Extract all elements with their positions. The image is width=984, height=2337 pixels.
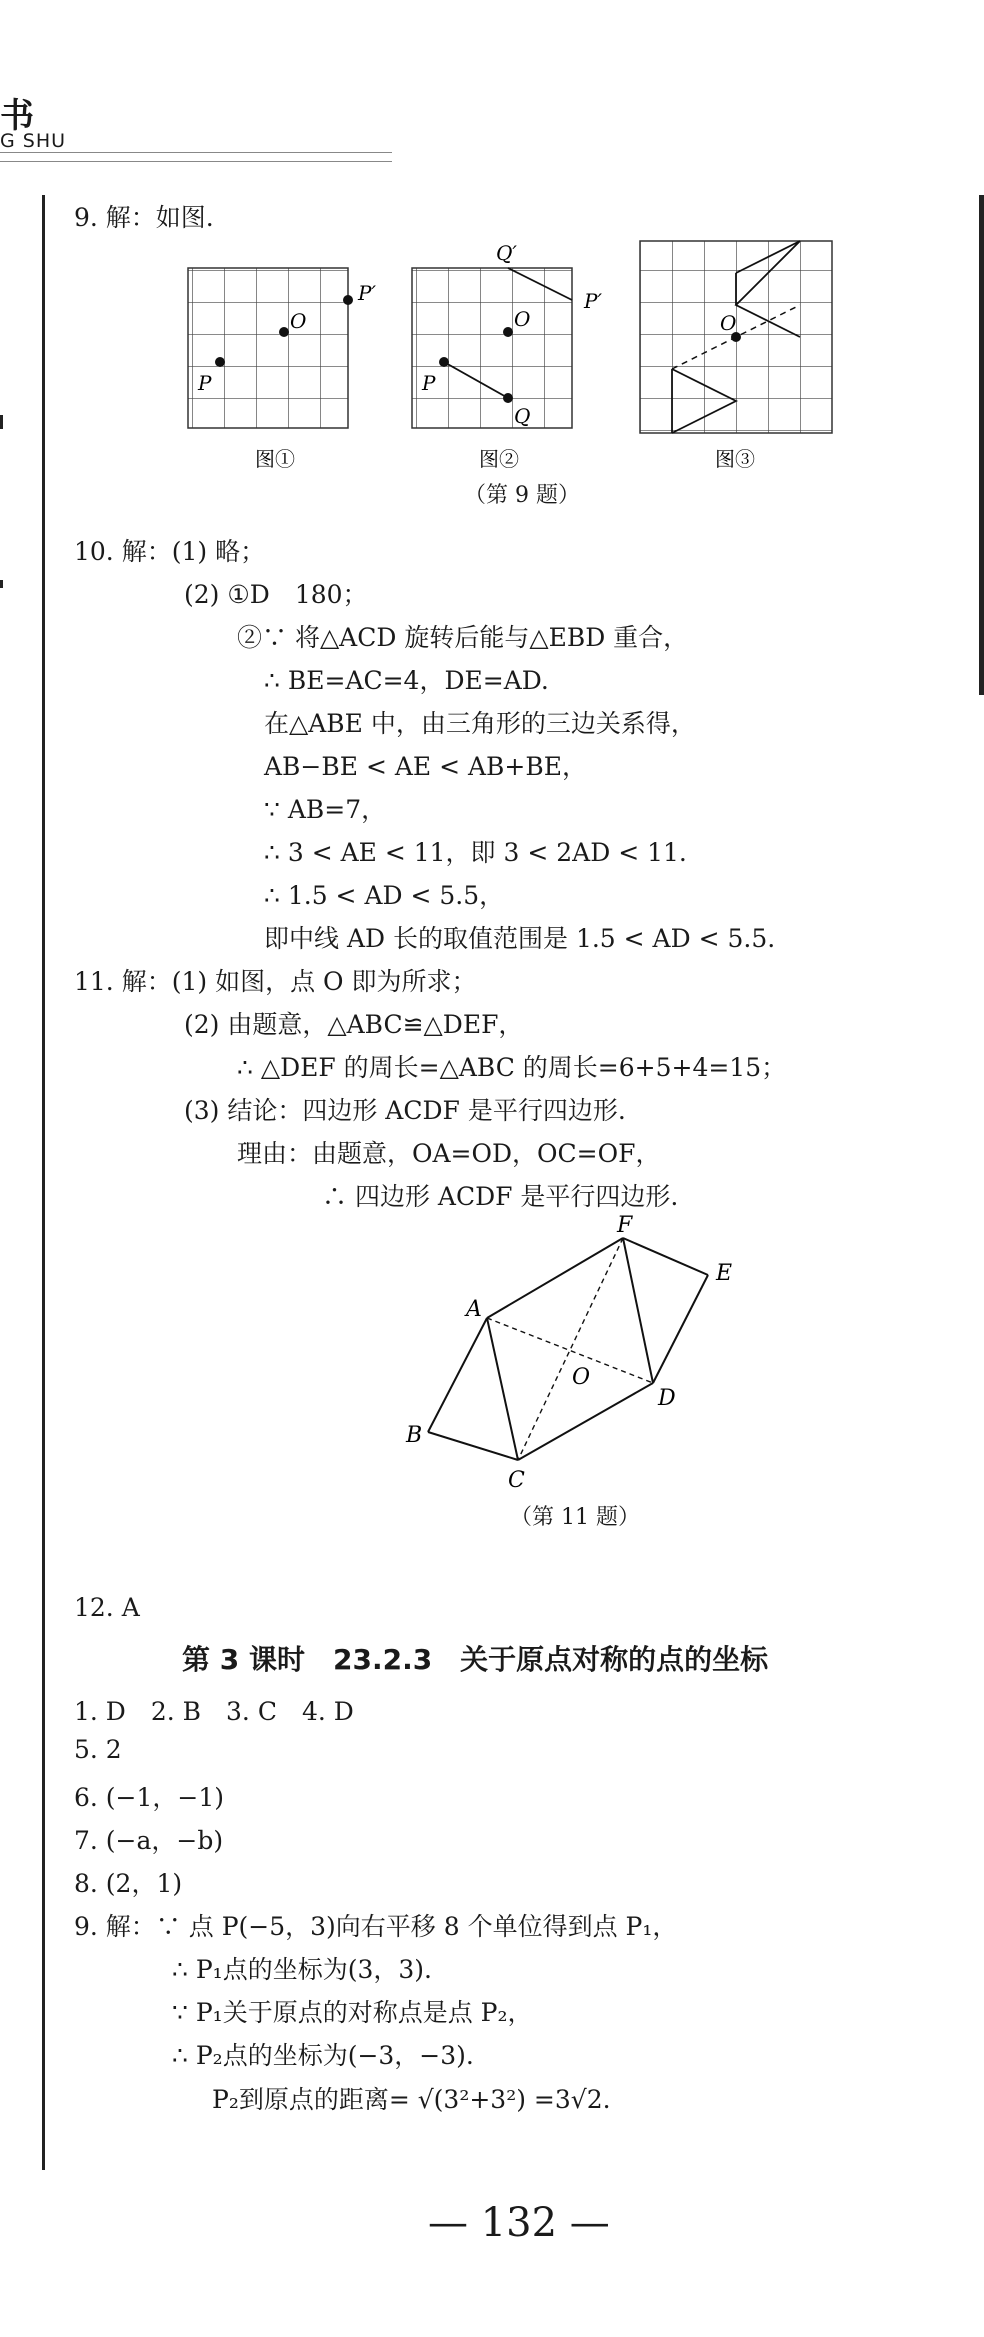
point-p-prime — [343, 295, 353, 305]
label-o: O — [572, 1365, 591, 1390]
label-q: Q — [514, 404, 531, 428]
q11-line-5: 理由：由题意，OA=OD，OC=OF， — [237, 1139, 661, 1168]
q10-line-8: ∴ 3 < AE < 11，即 3 < 2AD < 11. — [264, 838, 687, 867]
q10-line-7: ∵ AB=7， — [264, 795, 387, 824]
q9b-line-1: 9. 解：∵ 点 P(−5，3)向右平移 8 个单位得到点 P₁， — [74, 1912, 678, 1941]
answers-line-2: 5. 2 — [74, 1735, 122, 1764]
header-subtitle: G SHU — [0, 130, 67, 152]
label-p-prime: P′ — [584, 289, 602, 313]
q9b-line-2: ∴ P₁点的坐标为(3，3). — [172, 1955, 432, 1984]
q9b-line-5: P₂到原点的距离= √(3²+3²) =3√2. — [212, 2085, 611, 2114]
q10-line-3: ②∵ 将△ACD 旋转后能与△EBD 重合， — [237, 623, 689, 652]
grid-figure-3 — [640, 241, 832, 471]
q10-line-6: AB−BE < AE < AB+BE， — [264, 752, 587, 781]
margin-mark — [0, 580, 3, 588]
q10-line-4: ∴ BE=AC=4，DE=AD. — [264, 666, 549, 695]
q10-line-10: 即中线 AD 长的取值范围是 1.5 < AD < 5.5. — [264, 924, 776, 953]
answers-line-1: 1. D 2. B 3. C 4. D — [74, 1697, 354, 1726]
header-rule — [0, 152, 392, 162]
margin-mark — [0, 415, 3, 429]
label-p: P — [198, 371, 212, 395]
q11-caption: （第 11 题） — [510, 1505, 640, 1530]
fig-caption-2: 图② — [479, 447, 519, 471]
q10-line-2: (2) ①D 180； — [184, 580, 368, 609]
label-b: B — [406, 1423, 423, 1448]
label-p: P — [422, 371, 436, 395]
q9-label: 9. 解：如图. — [74, 203, 214, 232]
q9b-line-3: ∵ P₁关于原点的对称点是点 P₂， — [172, 1998, 533, 2027]
label-q-prime: Q′ — [496, 241, 517, 265]
q11-line-6: ∴ 四边形 ACDF 是平行四边形. — [322, 1182, 679, 1211]
answers-line-4: 7. (−a，−b) — [74, 1826, 224, 1855]
margin-rule — [42, 195, 45, 2170]
grid-figure-1 — [188, 268, 376, 471]
header-logo: 书 — [0, 96, 34, 136]
label-o: O — [720, 311, 737, 335]
q11-figure — [390, 1210, 750, 1500]
label-a: A — [466, 1297, 482, 1322]
answers-line-3: 6. (−1，−1) — [74, 1783, 225, 1812]
q9-caption: （第 9 题） — [464, 483, 580, 508]
section-title: 第 3 课时 23.2.3 关于原点对称的点的坐标 — [182, 1643, 769, 1676]
q11-line-3: ∴ △DEF 的周长=△ABC 的周长=6+5+4=15； — [237, 1053, 787, 1082]
label-p-prime: P′ — [358, 281, 376, 305]
q12-answer: 12. A — [74, 1593, 140, 1622]
label-e: E — [716, 1261, 733, 1286]
q11-line-4: (3) 结论：四边形 ACDF 是平行四边形. — [184, 1096, 626, 1125]
label-d: D — [658, 1386, 676, 1411]
label-o: O — [514, 307, 531, 331]
q9-figures — [160, 238, 880, 478]
grid-figure-2 — [412, 241, 602, 471]
label-o: O — [290, 309, 307, 333]
q10-line-5: 在△ABE 中，由三角形的三边关系得， — [264, 709, 696, 738]
label-f: F — [617, 1213, 633, 1238]
fig-caption-3: 图③ — [715, 447, 755, 471]
q10-line-1: 10. 解：(1) 略； — [74, 537, 266, 566]
q10-line-9: ∴ 1.5 < AD < 5.5， — [264, 881, 505, 910]
answers-line-5: 8. (2，1) — [74, 1869, 183, 1898]
page-number: — 132 — — [428, 2200, 610, 2246]
q11-line-1: 11. 解：(1) 如图，点 O 即为所求； — [74, 967, 477, 996]
point-o — [279, 327, 289, 337]
q11-line-2: (2) 由题意，△ABC≌△DEF， — [184, 1010, 524, 1039]
q9b-line-4: ∴ P₂点的坐标为(−3，−3). — [172, 2041, 474, 2070]
fig-caption-1: 图① — [255, 447, 295, 471]
label-c: C — [508, 1468, 525, 1493]
right-edge-rule — [979, 195, 984, 695]
point-p — [215, 357, 225, 367]
